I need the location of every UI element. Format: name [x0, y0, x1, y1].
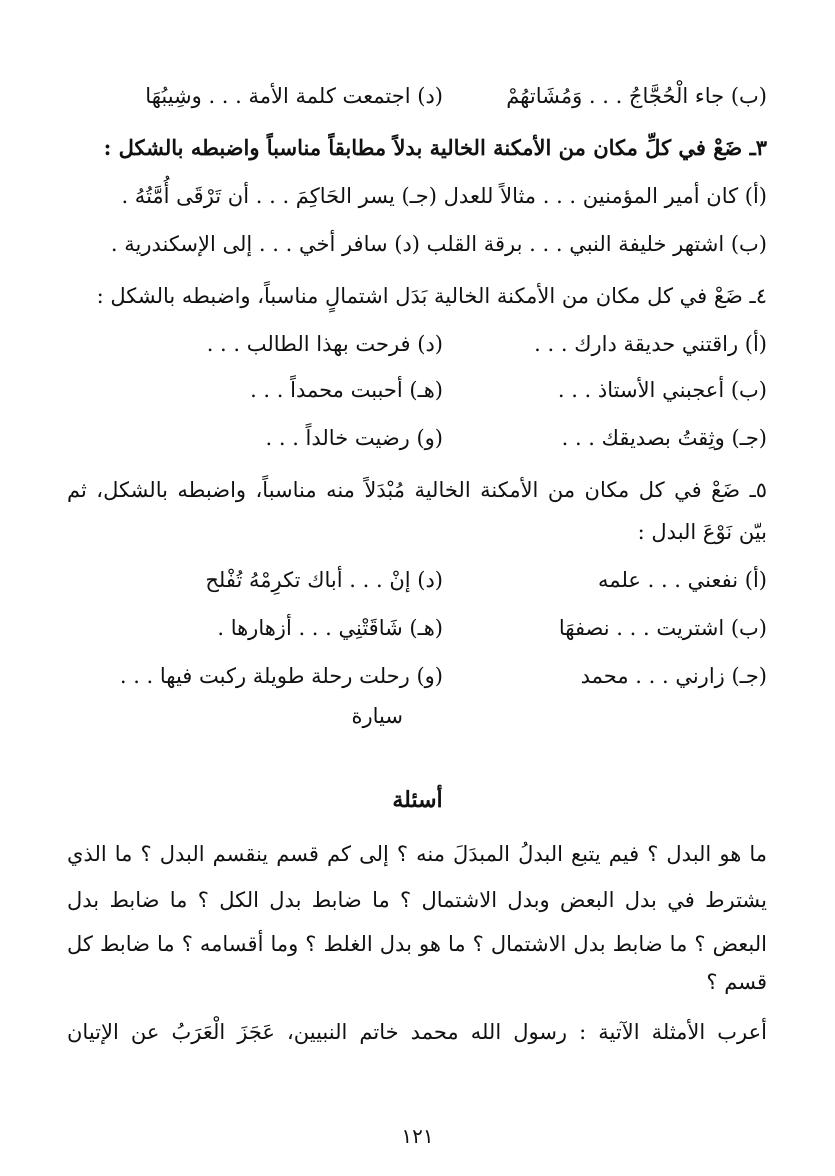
ex4-item-b: (ب) أعجبني الأستاذ . . . [557, 378, 767, 402]
ex5-item-w: (و) رحلت رحلة طويلة ركبت فيها . . . [119, 664, 443, 688]
questions-line-2: يشترط في بدل البعض وبدل الاشتمال ؟ ما ضابط بدل الكل ؟ ما ضابط بدل [67, 888, 767, 912]
ex3-line-1: (أ) كان أمير المؤمنين . . . مثالاً للعدل (جـ) يسر الحَاكِمَ . . . أن تَرْقَى أُمَّتُهُ . [121, 184, 767, 208]
questions-line-4: قسم ؟ [706, 970, 767, 994]
ex5-item-a: (أ) نفعني . . . علمه [598, 568, 767, 592]
ex4-prompt: ٤ـ ضَعْ في كل مكان من الأمكنة الخالية بَدَل اشتمالٍ مناسباً، واضبطه بالشكل : [96, 284, 767, 308]
ex5-item-d: (د) إنْ . . . أباك تكرِمْهُ تُفْلح [205, 568, 443, 592]
ex4-item-j: (جـ) وثِقتُ بصديقك . . . [561, 426, 767, 450]
ex2-item-d: (د) اجتمعت كلمة الأمة . . . وشِيبُهَا [145, 84, 443, 108]
questions-line-1: ما هو البدل ؟ فيم يتبع البدلُ المبدَلَ منه ؟ إلى كم قسم ينقسم البدل ؟ ما الذي [67, 842, 767, 866]
ex4-item-w: (و) رضيت خالداً . . . [265, 426, 443, 450]
page-number: ١٢١ [401, 1124, 434, 1148]
questions-line-3: البعض ؟ ما ضابط بدل الاشتمال ؟ ما هو بدل الغلط ؟ وما أقسامه ؟ ما ضابط كل [67, 932, 767, 956]
ex3-line-2: (ب) اشتهر خليفة النبي . . . برقة القلب (د) سافر أخي . . . إلى الإسكندرية . [110, 232, 767, 256]
ex5-prompt-line-1: ٥ـ ضَعْ في كل مكان من الأمكنة الخالية مُبْدَلاً منه مناسباً، واضبطه بالشكل، ثم [67, 478, 767, 502]
ex5-item-b: (ب) اشتريت . . . نصفهَا [558, 616, 767, 640]
ex5-prompt-line-2: بيّن نَوْعَ البدل : [637, 520, 767, 544]
ex5-item-j: (جـ) زارني . . . محمد [580, 664, 767, 688]
ex4-item-d: (د) فرحت بهذا الطالب . . . [206, 332, 443, 356]
ex5-item-h: (هـ) شَاقَتْنِي . . . أزهارها . [217, 616, 443, 640]
questions-heading: أسئلة [392, 787, 443, 813]
ex4-item-h: (هـ) أحببت محمداً . . . [250, 378, 443, 402]
ex4-item-a: (أ) راقتني حديقة دارك . . . [534, 332, 767, 356]
ex5-item-w-continuation: سيارة [351, 704, 403, 728]
parse-line-1: أعرب الأمثلة الآتية : رسول الله محمد خاتم النبيين، عَجَزَ الْعَرَبُ عن الإتيان [67, 1020, 767, 1044]
ex2-item-b: (ب) جاء الْحُجَّاجُ . . . وَمُشَاتهُمْ [506, 84, 767, 108]
ex3-prompt: ٣ـ ضَعْ في كلِّ مكان من الأمكنة الخالية بدلاً مطابقاً مناسباً واضبطه بالشكل : [103, 135, 767, 160]
